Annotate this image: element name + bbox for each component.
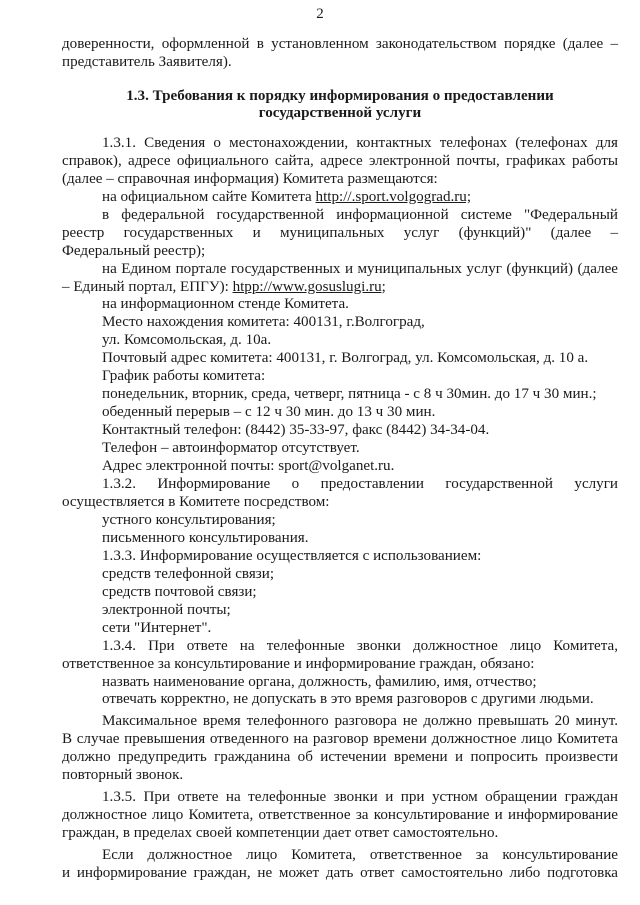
text-line: доверенности, оформленной в установленном законодательством порядке (далее – xyxy=(62,36,618,52)
text-line: Контактный телефон: (8442) 35-33-97, факс (8442) 34-34-04. xyxy=(102,422,490,439)
text-line: отвечать корректно, не допускать в это время разговоров с другими людьми. xyxy=(102,691,594,708)
text-line: реестр государственных и муниципальных услуг (функций)" (далее – xyxy=(62,224,618,241)
text-line: на информационном стенде Комитета. xyxy=(102,296,349,313)
sport-site-link[interactable]: http://.sport.volgograd.ru; xyxy=(315,188,472,205)
text-line: понедельник, вторник, среда, четверг, пятница - с 8 ч 30мин. до 17 ч 30 мин.; xyxy=(102,386,597,403)
heading-line: государственной услуги xyxy=(258,105,422,122)
gosuslugi-link[interactable]: htpp://www.gosuslugi.ru; xyxy=(232,278,386,295)
text-line: должностное лицо Комитета, ответственное за консультирование и информирование xyxy=(62,807,618,824)
text-line: и информирование граждан, не может дать ответ самостоятельно либо подготовка xyxy=(62,865,618,882)
section-heading xyxy=(62,88,618,123)
text-line: 1.3.4. При ответе на телефонные звонки должностное лицо Комитета, xyxy=(102,637,618,654)
text-line: письменного консультирования. xyxy=(102,529,309,546)
text-line: устного консультирования; xyxy=(102,511,276,528)
text-line: В случае превышения отведенного на разговор времени должностное лицо Комитета xyxy=(62,731,618,748)
text-line: электронной почты; xyxy=(102,601,231,618)
text-line: Если должностное лицо Комитета, ответственное за консультирование xyxy=(102,847,618,864)
text-line: ул. Комсомольская, д. 10а. xyxy=(102,332,272,349)
text-line: Почтовый адрес комитета: 400131, г. Волгоград, ул. Комсомольская, д. 10 а. xyxy=(102,350,589,367)
text-line: средств телефонной связи; xyxy=(102,565,275,582)
text-line: средств почтовой связи; xyxy=(102,583,257,600)
text-line: обеденный перерыв – с 12 ч 30 мин. до 13 ч 30 мин. xyxy=(102,404,436,421)
text-line: осуществляется в Комитете посредством: xyxy=(62,493,330,510)
text-line: 1.3.2. Информирование о предоставлении государственной услуги xyxy=(102,476,618,493)
text-line: График работы комитета: xyxy=(102,368,266,385)
text-segment: – Единый портал, ЕПГУ): xyxy=(62,278,233,295)
text-line: 1.3.5. При ответе на телефонные звонки и при устном обращении граждан xyxy=(102,789,618,806)
text-line: повторный звонок. xyxy=(62,767,184,784)
heading-line: 1.3. Требования к порядку информирования о предоставлении xyxy=(126,87,554,104)
text-line: 1.3.1. Сведения о местонахождении, контактных телефонах (телефонах для xyxy=(102,134,618,151)
text-line: сети "Интернет". xyxy=(102,619,212,636)
text-line: справок), адресе официального сайта, адресе электронной почты, графиках работы xyxy=(62,152,618,169)
text-line: представитель Заявителя). xyxy=(62,53,232,70)
text-line: (далее – справочная информация) Комитета размещаются: xyxy=(62,170,438,187)
text-line: Адрес электронной почты: sport@volganet.ru. xyxy=(102,458,395,475)
text-segment: на официальном сайте Комитета xyxy=(102,188,316,205)
text-line: Телефон – автоинформатор отсутствует. xyxy=(102,440,360,457)
text-line: Место нахождения комитета: 400131, г.Волгоград, xyxy=(102,314,425,331)
text-line xyxy=(62,189,618,207)
text-line: Максимальное время телефонного разговора не должно превышать 20 минут. xyxy=(102,713,618,730)
text-line xyxy=(62,279,618,297)
page-number: 2 xyxy=(316,6,324,22)
text-line: ответственное за консультирование и информирование граждан, обязано: xyxy=(62,655,535,672)
text-line: граждан, в пределах своей компетенции дает ответ самостоятельно. xyxy=(62,825,499,842)
text-line: на Едином портале государственных и муниципальных услуг (функций) (далее xyxy=(102,260,618,277)
text-line: назвать наименование органа, должность, фамилию, имя, отчество; xyxy=(102,673,537,690)
page-content xyxy=(62,36,618,883)
text-line: Федеральный реестр); xyxy=(62,242,206,259)
text-line: 1.3.3. Информирование осуществляется с использованием: xyxy=(102,547,482,564)
text-line: в федеральной государственной информационной системе "Федеральный xyxy=(102,206,618,223)
text-line: должно предупредить гражданина об истечении времени и попросить произвести xyxy=(62,749,618,766)
